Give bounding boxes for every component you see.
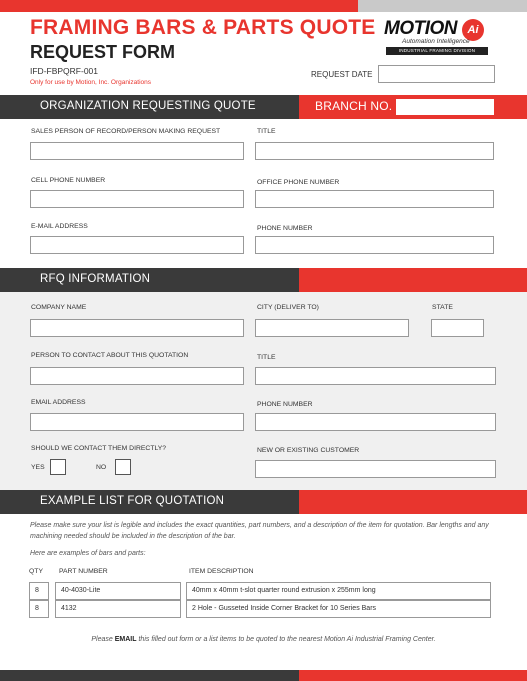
desc-column-header: ITEM DESCRIPTION <box>189 568 254 575</box>
form-title: FRAMING BARS & PARTS QUOTE <box>30 16 376 39</box>
section1-title: ORGANIZATION REQUESTING QUOTE <box>40 100 256 112</box>
title-field[interactable] <box>255 142 494 160</box>
salesperson-field[interactable] <box>30 142 244 160</box>
contact-person-label: PERSON TO CONTACT ABOUT THIS QUOTATION <box>31 352 189 359</box>
footnote-prefix: Please <box>91 636 113 643</box>
phone-label: PHONE NUMBER <box>257 225 313 232</box>
instructions-text: Please make sure your list is legible and includes the exact quantities, part numbers, and a description of the item for quotation. Bar lengths and any machining needed should be included in the description of the bar. <box>30 522 489 540</box>
row1-part: 40-4030-Lite <box>55 582 181 600</box>
logo-tagline: Automation Intelligence <box>402 38 470 45</box>
cell-phone-label: CELL PHONE NUMBER <box>31 177 106 184</box>
no-label: NO <box>96 464 107 471</box>
row2-part: 4132 <box>55 600 181 618</box>
email-instruction <box>0 636 527 643</box>
email-field[interactable] <box>30 236 244 254</box>
rfq-phone-label: PHONE NUMBER <box>257 401 313 408</box>
top-gray-bar <box>358 0 527 12</box>
state-field[interactable] <box>431 319 484 337</box>
city-field[interactable] <box>255 319 409 337</box>
yes-checkbox[interactable] <box>50 459 66 475</box>
state-label: STATE <box>432 304 453 311</box>
phone-field[interactable] <box>255 236 494 254</box>
footnote-suffix: this filled out form or a list items to be quoted to the nearest Motion Ai Industrial Framing Center. <box>138 636 436 643</box>
contact-directly-question: SHOULD WE CONTACT THEM DIRECTLY? <box>31 445 167 452</box>
branch-label: BRANCH NO. <box>315 99 393 113</box>
bottom-accent-bar <box>299 670 527 681</box>
office-phone-label: OFFICE PHONE NUMBER <box>257 179 340 186</box>
footnote-emphasis: EMAIL <box>114 636 137 643</box>
section3-accent <box>299 490 527 514</box>
top-accent-bar <box>0 0 358 12</box>
email-label: E-MAIL ADDRESS <box>31 223 88 230</box>
contact-person-field[interactable] <box>30 367 244 385</box>
row1-desc: 40mm x 40mm t-slot quarter round extrusion x 255mm long <box>186 582 491 600</box>
rfq-title-label: TITLE <box>257 354 276 361</box>
section1-header <box>0 95 299 119</box>
office-phone-field[interactable] <box>255 190 494 208</box>
row2-desc: 2 Hole - Gusseted Inside Corner Bracket for 10 Series Bars <box>186 600 491 618</box>
new-existing-label: NEW OR EXISTING CUSTOMER <box>257 447 360 454</box>
form-code: IFD-FBPQRF-001 <box>30 66 99 76</box>
logo-ai-badge: Ai <box>462 19 484 41</box>
form-note: Only for use by Motion, Inc. Organizations <box>30 79 152 86</box>
bottom-dark-bar <box>0 670 299 681</box>
part-column-header: PART NUMBER <box>59 568 108 575</box>
logo-division: INDUSTRIAL FRAMING DIVISION <box>386 47 488 55</box>
rfq-email-label: EMAIL ADDRESS <box>31 399 86 406</box>
yes-label: YES <box>31 464 45 471</box>
request-date-field[interactable] <box>378 65 495 83</box>
motion-ai-logo <box>384 18 496 56</box>
rfq-title-field[interactable] <box>255 367 496 385</box>
logo-brand: MOTION <box>384 18 457 39</box>
company-name-field[interactable] <box>30 319 244 337</box>
section2-title: RFQ INFORMATION <box>40 273 151 285</box>
row2-qty: 8 <box>29 600 49 618</box>
form-subtitle: REQUEST FORM <box>30 42 176 62</box>
cell-phone-field[interactable] <box>30 190 244 208</box>
section2-header <box>0 268 299 292</box>
section3-header <box>0 490 299 514</box>
rfq-email-field[interactable] <box>30 413 244 431</box>
title-label: TITLE <box>257 128 276 135</box>
city-label: CITY (DELIVER TO) <box>257 304 319 311</box>
new-existing-field[interactable] <box>255 460 496 478</box>
no-checkbox[interactable] <box>115 459 131 475</box>
section3-title: EXAMPLE LIST FOR QUOTATION <box>40 495 225 507</box>
salesperson-label: SALES PERSON OF RECORD/PERSON MAKING REQUEST <box>31 128 221 135</box>
company-name-label: COMPANY NAME <box>31 304 87 311</box>
request-date-label: REQUEST DATE <box>311 70 373 79</box>
rfq-phone-field[interactable] <box>255 413 496 431</box>
row1-qty: 8 <box>29 582 49 600</box>
section2-accent <box>299 268 527 292</box>
qty-column-header: QTY <box>29 568 43 575</box>
examples-intro: Here are examples of bars and parts: <box>30 550 146 557</box>
branch-number-field[interactable] <box>396 99 494 115</box>
